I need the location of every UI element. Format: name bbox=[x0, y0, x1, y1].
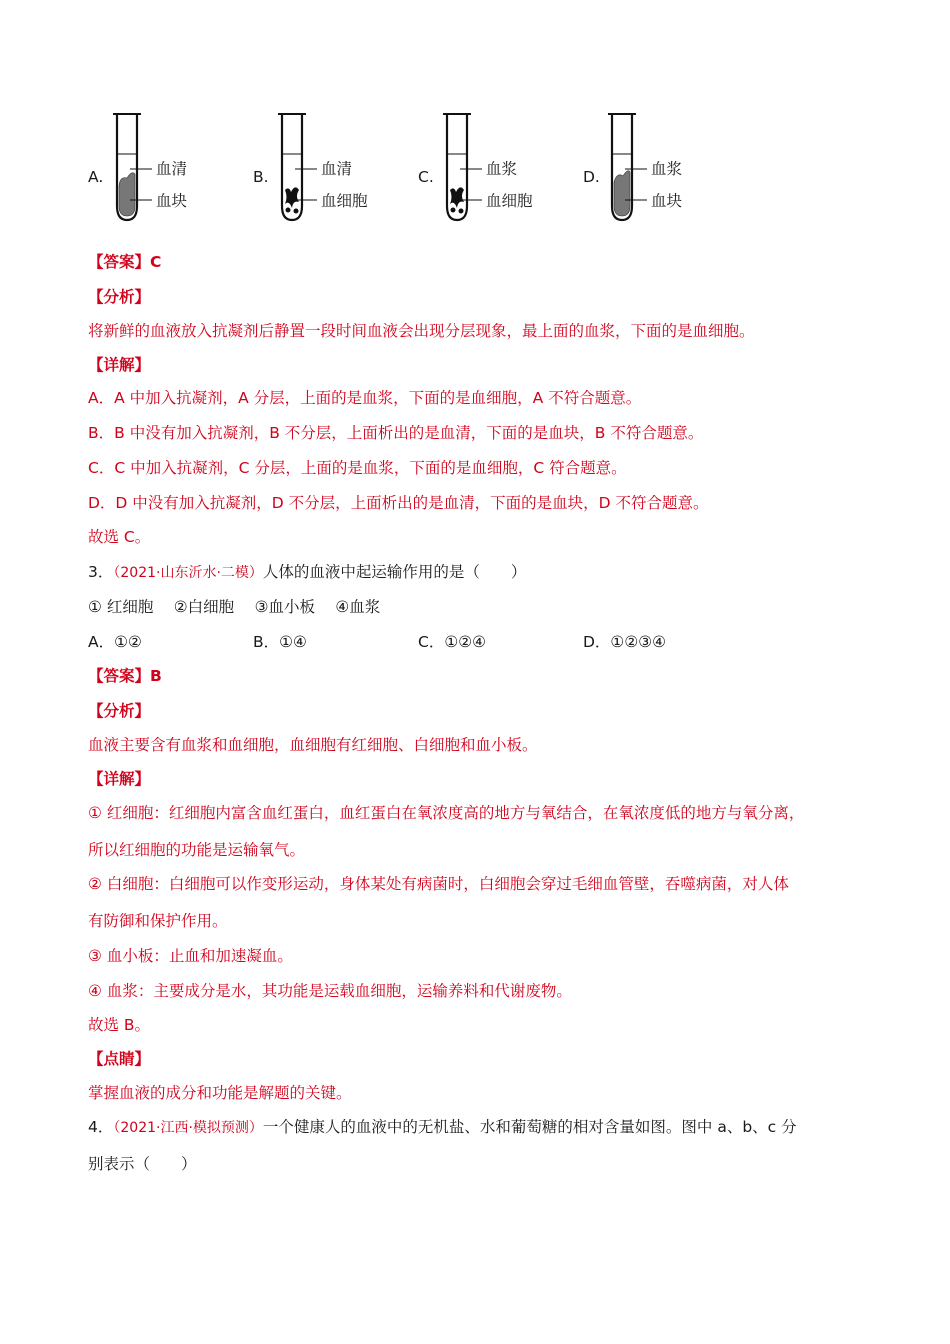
q3-detail-line: ③ 血小板：止血和加速凝血。 bbox=[88, 947, 293, 965]
q3-detail-line: ② 白细胞：白细胞可以作变形运动，身体某处有病菌时，白细胞会穿过毛细血管壁，吞噬病菌，对人体 bbox=[88, 875, 789, 893]
q2-detail-c: C．C 中加入抗凝剂，C 分层，上面的是血浆，下面的是血细胞，C 符合题意。 bbox=[88, 459, 627, 477]
q3-analysis-text: 血液主要含有血浆和血细胞，血细胞有红细胞、白细胞和血小板。 bbox=[88, 736, 538, 754]
tube-option-b bbox=[253, 108, 403, 228]
label-leader-lines bbox=[625, 108, 651, 218]
label-leader-lines bbox=[295, 108, 321, 218]
option-letter: C. bbox=[418, 168, 434, 186]
q3-items: ① 红细胞 ②白细胞 ③血小板 ④血浆 bbox=[88, 598, 381, 616]
q4-number: 4． bbox=[88, 1118, 114, 1136]
lower-layer-label: 血细胞 bbox=[321, 192, 368, 210]
upper-layer-label: 血浆 bbox=[486, 160, 518, 178]
label-leader-lines bbox=[460, 108, 486, 218]
lower-layer-label: 血块 bbox=[156, 192, 188, 210]
q2-detail-b: B．B 中没有加入抗凝剂，B 不分层，上面析出的是血清，下面的是血块，B 不符合题意。 bbox=[88, 424, 704, 442]
q3-detail-line: 所以红细胞的功能是运输氧气。 bbox=[88, 841, 306, 859]
option-letter: B. bbox=[253, 168, 269, 186]
option-letter: D. bbox=[583, 168, 600, 186]
option-letter: A. bbox=[88, 168, 104, 186]
upper-layer-label: 血清 bbox=[156, 160, 188, 178]
q3-stem: 人体的血液中起运输作用的是（ ） bbox=[262, 563, 527, 581]
q3-detail-heading: 【详解】 bbox=[88, 770, 151, 788]
tube-option-d bbox=[583, 108, 733, 228]
q3-option-a: A．①② bbox=[88, 633, 142, 651]
q3-conclusion: 故选 B。 bbox=[88, 1016, 151, 1034]
q2-detail-heading: 【详解】 bbox=[88, 356, 151, 374]
q3-tip-heading: 【点睛】 bbox=[88, 1050, 151, 1068]
q4-stem: 一个健康人的血液中的无机盐、水和葡萄糖的相对含量如图。图中 a、b、c 分 bbox=[262, 1118, 797, 1136]
upper-layer-label: 血清 bbox=[321, 160, 353, 178]
q3-detail-line: ④ 血浆：主要成分是水，其功能是运载血细胞，运输养料和代谢废物。 bbox=[88, 982, 572, 1000]
upper-layer-label: 血浆 bbox=[651, 160, 683, 178]
q2-analysis-text: 将新鲜的血液放入抗凝剂后静置一段时间血液会出现分层现象，最上面的血浆，下面的是血细胞。 bbox=[88, 322, 755, 340]
q3-stem-line bbox=[88, 562, 526, 583]
tube-option-a bbox=[88, 108, 238, 228]
q4-stem-line bbox=[88, 1117, 797, 1138]
tube-option-c bbox=[418, 108, 568, 228]
lower-layer-label: 血细胞 bbox=[486, 192, 533, 210]
q3-option-d: D．①②③④ bbox=[583, 633, 667, 651]
q3-number: 3． bbox=[88, 563, 114, 581]
q2-answer: 【答案】C bbox=[88, 253, 162, 271]
q2-conclusion: 故选 C。 bbox=[88, 528, 151, 546]
q3-tip-text: 掌握血液的成分和功能是解题的关键。 bbox=[88, 1084, 352, 1102]
q3-option-c: C．①②④ bbox=[418, 633, 487, 651]
q2-analysis-heading: 【分析】 bbox=[88, 288, 151, 306]
q3-answer: 【答案】B bbox=[88, 667, 162, 685]
q2-detail-a: A．A 中加入抗凝剂，A 分层，上面的是血浆，下面的是血细胞，A 不符合题意。 bbox=[88, 389, 642, 407]
lower-layer-label: 血块 bbox=[651, 192, 683, 210]
q4-source: （2021·江西·模拟预测） bbox=[113, 1120, 263, 1136]
label-leader-lines bbox=[130, 108, 156, 218]
q3-option-b: B．①④ bbox=[253, 633, 307, 651]
q2-detail-d: D．D 中没有加入抗凝剂，D 不分层，上面析出的是血清，下面的是血块，D 不符合题意。 bbox=[88, 494, 709, 512]
q3-detail-line: ① 红细胞：红细胞内富含血红蛋白，血红蛋白在氧浓度高的地方与氧结合，在氧浓度低的地方与氧分离， bbox=[88, 804, 805, 822]
q3-source: （2021·山东沂水·二模） bbox=[113, 565, 263, 581]
q3-detail-line: 有防御和保护作用。 bbox=[88, 912, 228, 930]
q4-stem-continued: 别表示（ ） bbox=[88, 1155, 197, 1173]
q3-analysis-heading: 【分析】 bbox=[88, 702, 151, 720]
